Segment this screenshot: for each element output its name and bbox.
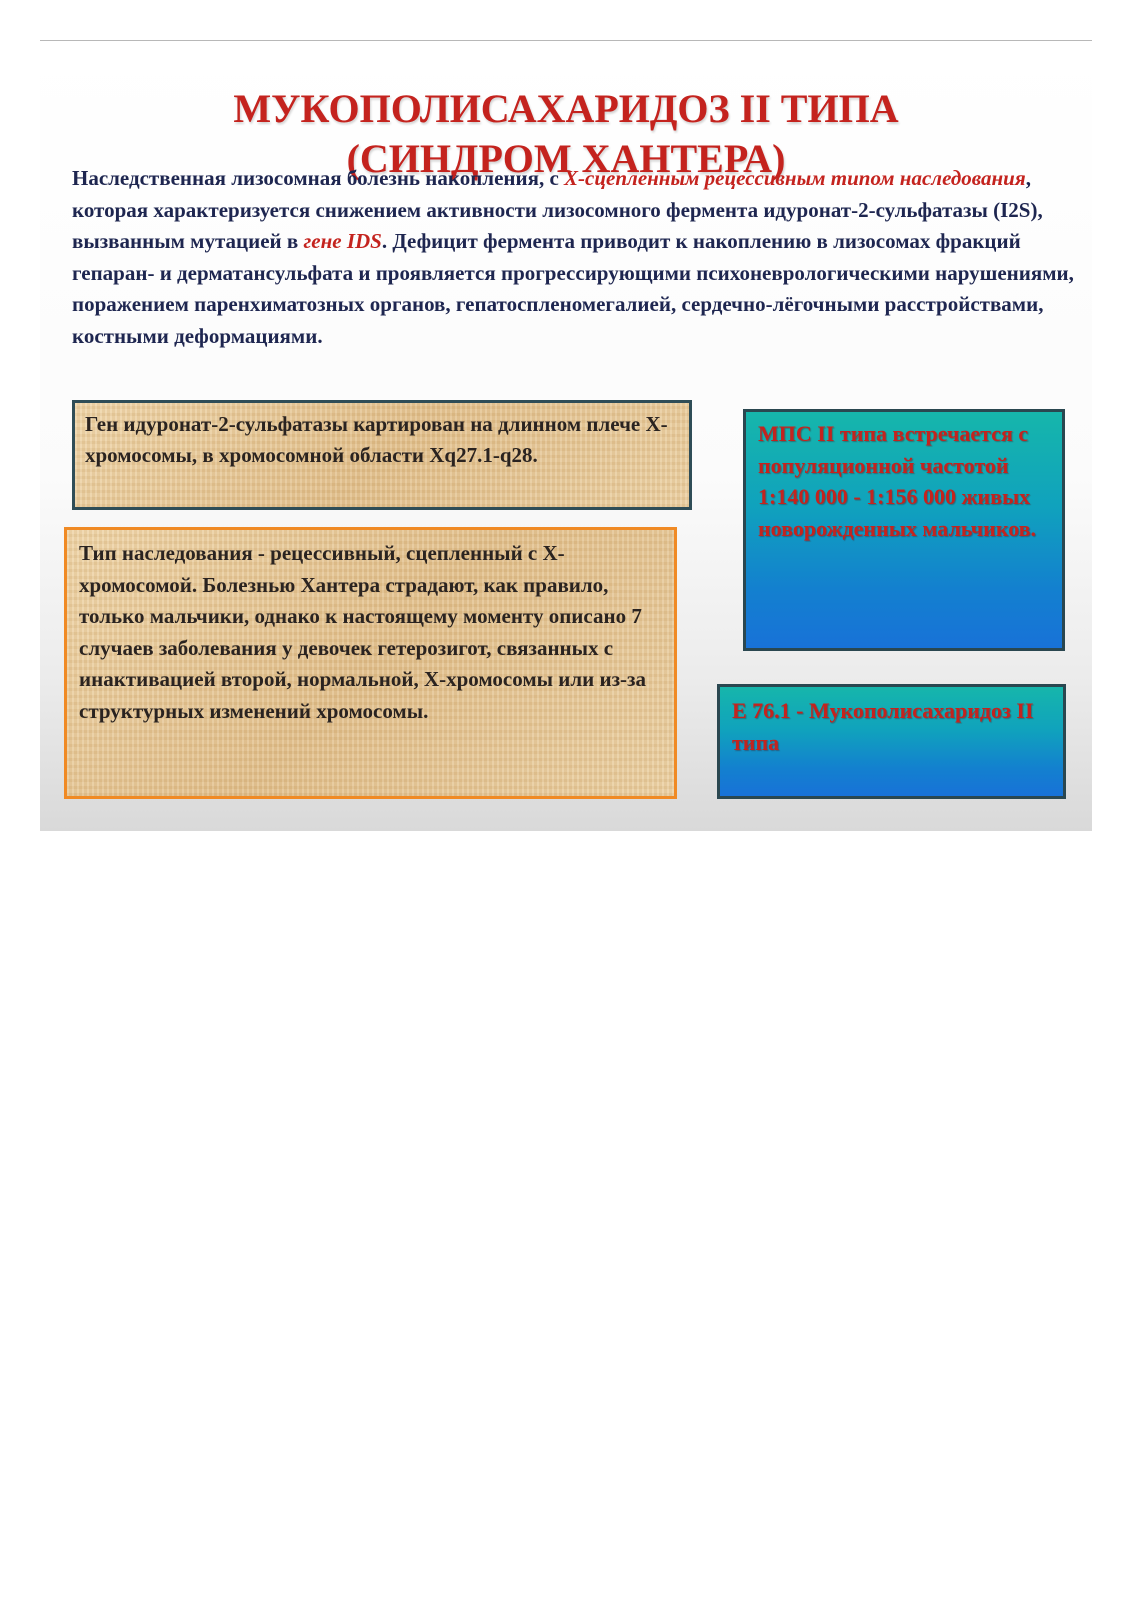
frequency-box	[743, 409, 1065, 651]
page-top-rule	[40, 40, 1092, 41]
icd-code-box	[717, 684, 1066, 799]
inheritance-type-text: Тип наследования - рецессивный, сцепленный с Х-хромосомой. Болезнью Хантера страдают, как правило, только мальчики, однако к настоящему моменту описано 7 случаев заболевания у девочек гетерозигот, связанных с инактивацией второй, нормальной, Х-хромосомы или из-за структурных изменений хромосомы.	[79, 541, 646, 723]
gene-location-box	[72, 400, 692, 510]
gene-location-text: Ген идуронат-2-сульфатазы картирован на длинном плече Х-хромосомы, в хромосомной области Xq27.1-q28.	[85, 412, 668, 467]
frequency-text: МПС II типа встречается с популяционной частотой 1:140 000 - 1:156 000 живых новорожденных мальчиков.	[758, 421, 1037, 541]
intro-text-part1: Наследственная лизосомная болезнь накопления, с	[72, 166, 565, 190]
slide-title-line1: МУКОПОЛИСАХАРИДОЗ II ТИПА	[233, 85, 899, 131]
intro-highlight-inheritance: Х-сцепленным рецессивным типом наследования	[564, 166, 1026, 190]
slide	[40, 47, 1092, 831]
slide-title-line2: (СИНДРОМ ХАНТЕРА)	[346, 135, 786, 181]
intro-highlight-gene: гене IDS	[303, 229, 382, 253]
intro-text-part2: , которая характеризуется снижением активности лизосомного фермента идуронат-2-сульфатазы (I2S), вызванным мутацией в	[72, 166, 1043, 253]
intro-paragraph	[72, 163, 1082, 352]
intro-text-part3: . Дефицит фермента приводит к накоплению в лизосомах фракций гепаран- и дерматансульфата и проявляется прогрессирующими психоневрологическими нарушениями, поражением паренхиматозных органов, гепатоспленомегалией, сердечно-лёгочными расстройствами, костными деформациями.	[72, 229, 1074, 348]
icd-code-text: Е 76.1 - Мукополисахаридоз II типа	[732, 698, 1034, 755]
inheritance-type-box	[64, 527, 677, 799]
